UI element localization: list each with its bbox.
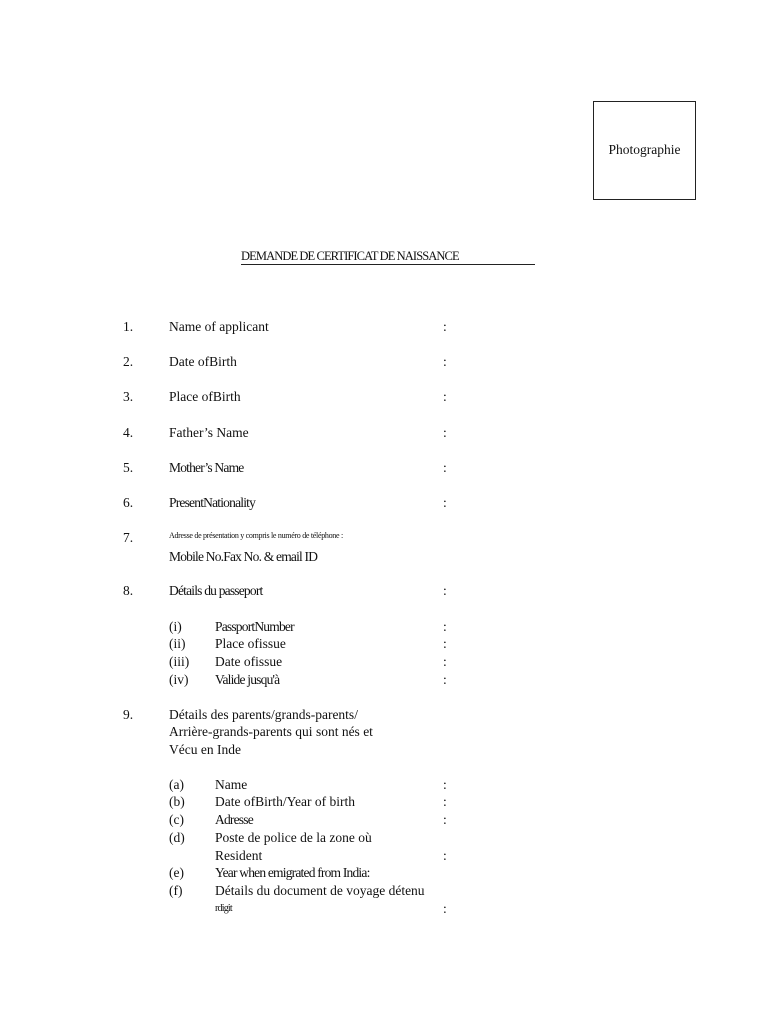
field-label-travel-document-cont: rdigit [215, 903, 232, 914]
photo-label: Photographie [608, 142, 681, 157]
field-colon: : [443, 619, 447, 634]
item-number: 4. [123, 425, 134, 440]
field-label-place-of-issue: Place ofissue [215, 636, 286, 651]
field-label-date-of-issue: Date ofissue [215, 654, 283, 669]
field-label-parent-birth: Date ofBirth/Year of birth [215, 794, 355, 809]
item-number: 1. [123, 319, 134, 334]
sub-item-number: (c) [169, 812, 184, 827]
sub-item-number: (iv) [169, 672, 189, 687]
sub-item-number: (d) [169, 830, 185, 845]
field-label-travel-document: Détails du document de voyage détenu [215, 883, 425, 898]
field-label-fathers-name: Father’s Name [169, 425, 249, 440]
field-label-passport-number: PassportNumber [215, 619, 294, 634]
field-label-valid-until: Valide jusqu'à [215, 672, 280, 687]
field-colon: : [443, 777, 447, 792]
field-label-present-nationality: PresentNationality [169, 495, 256, 510]
field-colon: : [443, 654, 447, 669]
field-colon: : [443, 672, 447, 687]
field-colon: : [443, 425, 447, 440]
field-label-contact: Mobile No.Fax No. & email ID [169, 549, 318, 564]
field-label-parent-name: Name [215, 777, 248, 792]
field-label-emigration-year: Year when emigrated from India: [215, 865, 370, 880]
field-label-date-of-birth: Date ofBirth [169, 354, 237, 369]
item-number: 3. [123, 389, 134, 404]
item-number: 9. [123, 707, 134, 722]
item-number: 6. [123, 495, 134, 510]
field-colon: : [443, 636, 447, 651]
field-label-place-of-birth: Place ofBirth [169, 389, 241, 404]
sub-item-number: (f) [169, 883, 183, 898]
field-colon: : [443, 460, 447, 475]
field-label-name-of-applicant: Name of applicant [169, 319, 269, 334]
sub-item-number: (b) [169, 794, 185, 809]
field-label-mothers-name: Mother’s Name [169, 460, 244, 475]
field-colon: : [443, 794, 447, 809]
field-label-parents-line3: Vécu en Inde [169, 742, 241, 757]
field-colon: : [443, 319, 447, 334]
sub-item-number: (i) [169, 619, 182, 634]
field-colon: : [443, 495, 447, 510]
field-label-parent-address: Adresse [215, 812, 253, 827]
field-colon: : [443, 389, 447, 404]
field-colon: : [443, 812, 447, 827]
field-label-police-station: Poste de police de la zone où [215, 830, 372, 845]
item-number: 7. [123, 530, 134, 545]
item-number: 5. [123, 460, 134, 475]
field-label-resident: Resident [215, 848, 263, 863]
item-number: 8. [123, 583, 134, 598]
item-number: 2. [123, 354, 134, 369]
field-colon: : [443, 848, 447, 863]
sub-item-number: (e) [169, 865, 184, 880]
field-colon: : [443, 583, 447, 598]
field-colon: : [443, 354, 447, 369]
sub-item-number: (a) [169, 777, 184, 792]
form-title: DEMANDE DE CERTIFICAT DE NAISSANCE [241, 248, 535, 265]
field-label-passport-details: Détails du passeport [169, 583, 263, 598]
field-label-parents-line2: Arrière-grands-parents qui sont nés et [169, 724, 373, 739]
field-label-address: Adresse de présentation y compris le numéro de téléphone : [169, 531, 343, 540]
field-colon: : [443, 901, 447, 916]
sub-item-number: (ii) [169, 636, 186, 651]
sub-item-number: (iii) [169, 654, 190, 669]
field-label-parents-line1: Détails des parents/grands-parents/ [169, 707, 358, 722]
photo-placeholder-box [593, 101, 696, 200]
